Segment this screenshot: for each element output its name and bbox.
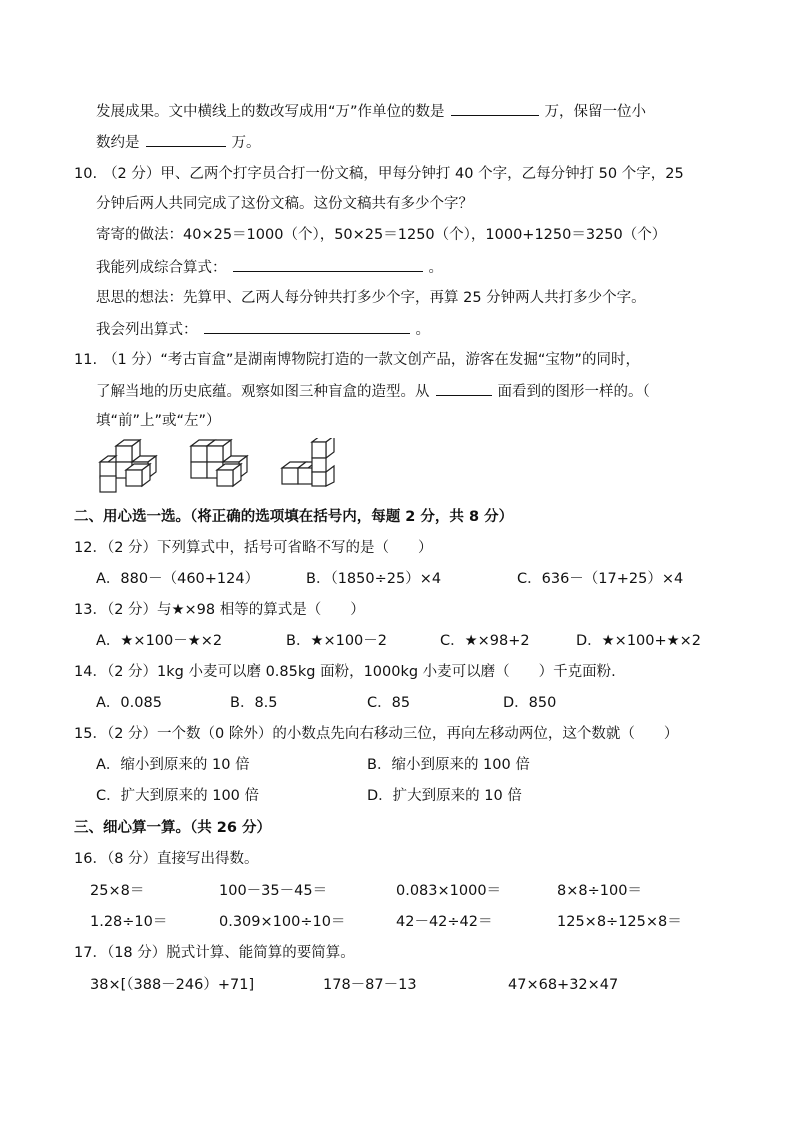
cube-figure-3 xyxy=(280,438,350,494)
q10-stem-1: （2 分）甲、乙两个打字员合打一份文稿，甲每分钟打 40 个字，乙每分钟打 50 个字，25 xyxy=(103,166,684,182)
q16-expr-2: 100－35－45＝ xyxy=(219,883,328,899)
q17-expr-2: 178－87－13 xyxy=(323,977,417,993)
q10-line6 xyxy=(96,319,430,340)
q11-stem-2: 了解当地的历史底蕴。观察如图三种盲盒的造型。从 xyxy=(96,384,430,400)
q16-expr-8: 125×8÷125×8＝ xyxy=(557,914,682,930)
section-3-title: 三、细心算一算。（共 26 分） xyxy=(74,820,272,836)
q10-answer-blank-2[interactable] xyxy=(204,319,410,334)
q14-option-c[interactable]: C．85 xyxy=(367,695,411,711)
q15-option-a[interactable]: A．缩小到原来的 10 倍 xyxy=(96,757,250,773)
q10-method-b: 思思的想法：先算甲、乙两人每分钟共打多少个字，再算 25 分钟两人共打多少个字。 xyxy=(96,290,646,306)
q15-option-c[interactable]: C．扩大到原来的 100 倍 xyxy=(96,788,260,804)
q12-option-b[interactable]: B．（1850÷25）×4 xyxy=(306,571,442,587)
q15-option-d[interactable]: D．扩大到原来的 10 倍 xyxy=(367,788,522,804)
q10-answer-blank-1[interactable] xyxy=(233,257,423,272)
q10-line4 xyxy=(96,257,443,278)
q16-stem: 16．（8 分）直接写出得数。 xyxy=(74,851,259,867)
q13-option-c[interactable]: C．★×98+2 xyxy=(440,633,530,649)
q9-line1 xyxy=(96,101,646,122)
q10-method-a: 寄寄的做法：40×25＝1000（个），50×25＝1250（个），1000+1250＝3250（个） xyxy=(96,227,667,243)
section-2-title: 二、用心选一选。（将正确的选项填在括号内，每题 2 分，共 8 分） xyxy=(74,509,514,525)
q10-line2: 分钟后两人共同完成了这份文稿。这份文稿共有多少个字？ xyxy=(96,196,473,212)
q12-option-c[interactable]: C．636－（17+25）×4 xyxy=(517,571,684,587)
q13-stem: 13．（2 分）与★×98 相等的算式是（ ） xyxy=(74,602,365,618)
q11-stem-1: （1 分）“考古盲盒”是湖南博物院打造的一款文创产品，游客在发掘“宝物”的同时， xyxy=(103,352,640,368)
q14-option-b[interactable]: B．8.5 xyxy=(230,695,278,711)
cube-figure-2 xyxy=(187,438,257,494)
q10-period-2: 。 xyxy=(415,322,430,338)
q10-number: 10. xyxy=(74,166,98,182)
q9-answer-blank-2[interactable] xyxy=(146,132,226,147)
q13-option-a[interactable]: A．★×100－★×2 xyxy=(96,633,223,649)
q13-option-b[interactable]: B．★×100－2 xyxy=(286,633,387,649)
q14-stem: 14．（2 分）1kg 小麦可以磨 0.85kg 面粉，1000kg 小麦可以磨（ ）千克面粉. xyxy=(74,664,616,680)
q11-stem-3: 面看到的图形一样的。（ xyxy=(497,384,650,400)
q9-line2 xyxy=(96,132,261,153)
q10-prompt-a: 我能列成综合算式： xyxy=(96,260,227,276)
q14-option-d[interactable]: D．850 xyxy=(503,695,557,711)
q10-line1 xyxy=(74,164,684,184)
q11-answer-blank[interactable] xyxy=(436,381,492,396)
q17-expr-1: 38×[（388－246）+71] xyxy=(90,977,255,993)
q16-expr-1: 25×8＝ xyxy=(90,883,145,899)
cube-figure-1 xyxy=(96,438,166,494)
q9-text-b: 万，保留一位小 xyxy=(544,104,647,120)
q9-answer-blank-1[interactable] xyxy=(451,101,539,116)
q11-line1 xyxy=(74,350,640,370)
q10-prompt-b: 我会列出算式： xyxy=(96,322,198,338)
q11-number: 11. xyxy=(74,352,98,368)
q12-stem: 12．（2 分）下列算式中，括号可省略不写的是（ ） xyxy=(74,540,433,556)
q16-expr-7: 42－42÷42＝ xyxy=(396,914,493,930)
q13-option-d[interactable]: D．★×100+★×2 xyxy=(576,633,702,649)
q9-text-d: 万。 xyxy=(231,135,261,151)
q16-expr-5: 1.28÷10＝ xyxy=(90,914,168,930)
q16-expr-4: 8×8÷100＝ xyxy=(557,883,642,899)
q12-option-a[interactable]: A．880－（460+124） xyxy=(96,571,260,587)
q10-period-1: 。 xyxy=(428,260,443,276)
q16-expr-3: 0.083×1000＝ xyxy=(396,883,502,899)
q9-text-a: 发展成果。文中横线上的数改写成用“万”作单位的数是 xyxy=(96,104,445,120)
q15-stem: 15．（2 分）一个数（0 除外）的小数点先向右移动三位，再向左移动两位，这个数就（ ） xyxy=(74,726,679,742)
q11-line3: 填“前”上”或“左”） xyxy=(96,413,221,429)
q14-option-a[interactable]: A．0.085 xyxy=(96,695,162,711)
q16-expr-6: 0.309×100÷10＝ xyxy=(219,914,346,930)
q15-option-b[interactable]: B．缩小到原来的 100 倍 xyxy=(367,757,530,773)
q17-stem: 17．（18 分）脱式计算、能简算的要简算。 xyxy=(74,945,355,961)
q9-text-c: 数约是 xyxy=(96,135,140,151)
q17-expr-3: 47×68+32×47 xyxy=(508,977,619,993)
q11-line2 xyxy=(96,381,650,402)
